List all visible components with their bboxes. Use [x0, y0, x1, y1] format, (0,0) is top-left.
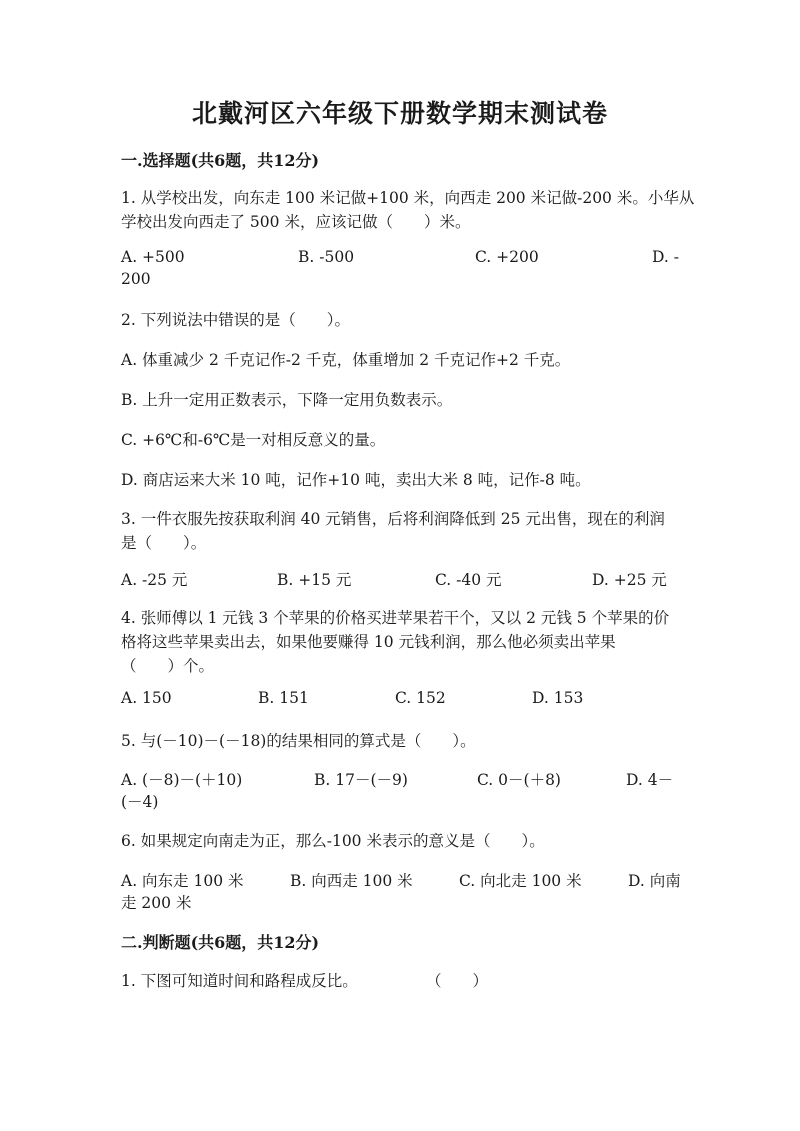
question-5: 5. 与(－10)－(－18)的结果相同的算式是（ ）。	[121, 732, 476, 750]
judge-question-1-blank: （ ）	[426, 972, 489, 990]
question-4-option-c: C. 152	[395, 689, 446, 707]
question-1-option-a: A. +500	[121, 248, 185, 266]
question-5-option-d-wrap: (－4)	[121, 793, 159, 811]
question-3-line-2: 是（ ）。	[121, 534, 207, 552]
question-4	[121, 606, 669, 678]
question-6-option-c: C. 向北走 100 米	[459, 872, 582, 890]
question-1-option-b: B. -500	[298, 248, 355, 266]
question-3-option-c: C. -40 元	[435, 571, 502, 589]
question-2-statement-c: C. +6℃和-6℃是一对相反意义的量。	[121, 431, 386, 449]
question-4-option-b: B. 151	[258, 689, 309, 707]
question-1-option-d: D. -	[652, 248, 679, 266]
question-1	[121, 186, 694, 234]
question-1-line-1: 1. 从学校出发，向东走 100 米记做+100 米，向西走 200 米记做-200 米。小华从	[121, 189, 695, 207]
question-4-line-2: 格将这些苹果卖出去，如果他要赚得 10 元钱利润，那么他必须卖出苹果	[121, 633, 616, 651]
question-5-option-a: A. (－8)－(＋10)	[121, 771, 243, 789]
question-2-statement-d: D. 商店运来大米 10 吨，记作+10 吨，卖出大米 8 吨，记作-8 吨。	[121, 471, 591, 489]
question-3-line-1: 3. 一件衣服先按获取利润 40 元销售，后将利润降低到 25 元出售，现在的利润	[121, 510, 665, 528]
question-4-line-3: （ ）个。	[121, 657, 215, 675]
question-4-line-1: 4. 张师傅以 1 元钱 3 个苹果的价格买进苹果若干个，又以 2 元钱 5 个苹果的价	[121, 609, 670, 627]
section-heading-choice: 一.选择题(共6题，共12分)	[121, 151, 320, 170]
question-1-option-d-wrap: 200	[121, 270, 151, 288]
question-3-option-a: A. -25 元	[121, 571, 188, 589]
question-6-option-d: D. 向南	[628, 872, 681, 890]
question-2: 2. 下列说法中错误的是（ ）。	[121, 311, 350, 329]
question-6: 6. 如果规定向南走为正，那么-100 米表示的意义是（ ）。	[121, 832, 545, 850]
judge-question-1: 1. 下图可知道时间和路程成反比。	[121, 972, 358, 990]
question-3	[121, 507, 665, 555]
question-3-option-d: D. +25 元	[592, 571, 667, 589]
question-3-option-b: B. +15 元	[277, 571, 352, 589]
question-5-option-b: B. 17－(－9)	[314, 771, 408, 789]
question-2-statement-a: A. 体重减少 2 千克记作-2 千克，体重增加 2 千克记作+2 千克。	[121, 351, 571, 369]
question-6-option-a: A. 向东走 100 米	[121, 872, 244, 890]
question-4-option-d: D. 153	[532, 689, 584, 707]
question-2-statement-b: B. 上升一定用正数表示，下降一定用负数表示。	[121, 391, 453, 409]
question-6-option-d-wrap: 走 200 米	[121, 894, 192, 912]
question-6-option-b: B. 向西走 100 米	[290, 872, 413, 890]
section-heading-judge: 二.判断题(共6题，共12分)	[121, 933, 320, 952]
question-1-option-c: C. +200	[475, 248, 539, 266]
question-5-option-c: C. 0－(＋8)	[477, 771, 561, 789]
question-5-option-d: D. 4－	[626, 771, 674, 789]
question-4-option-a: A. 150	[121, 689, 172, 707]
question-1-line-2: 学校出发向西走了 500 米，应该记做（ ）米。	[121, 213, 471, 231]
page-title: 北戴河区六年级下册数学期末测试卷	[191, 99, 608, 128]
